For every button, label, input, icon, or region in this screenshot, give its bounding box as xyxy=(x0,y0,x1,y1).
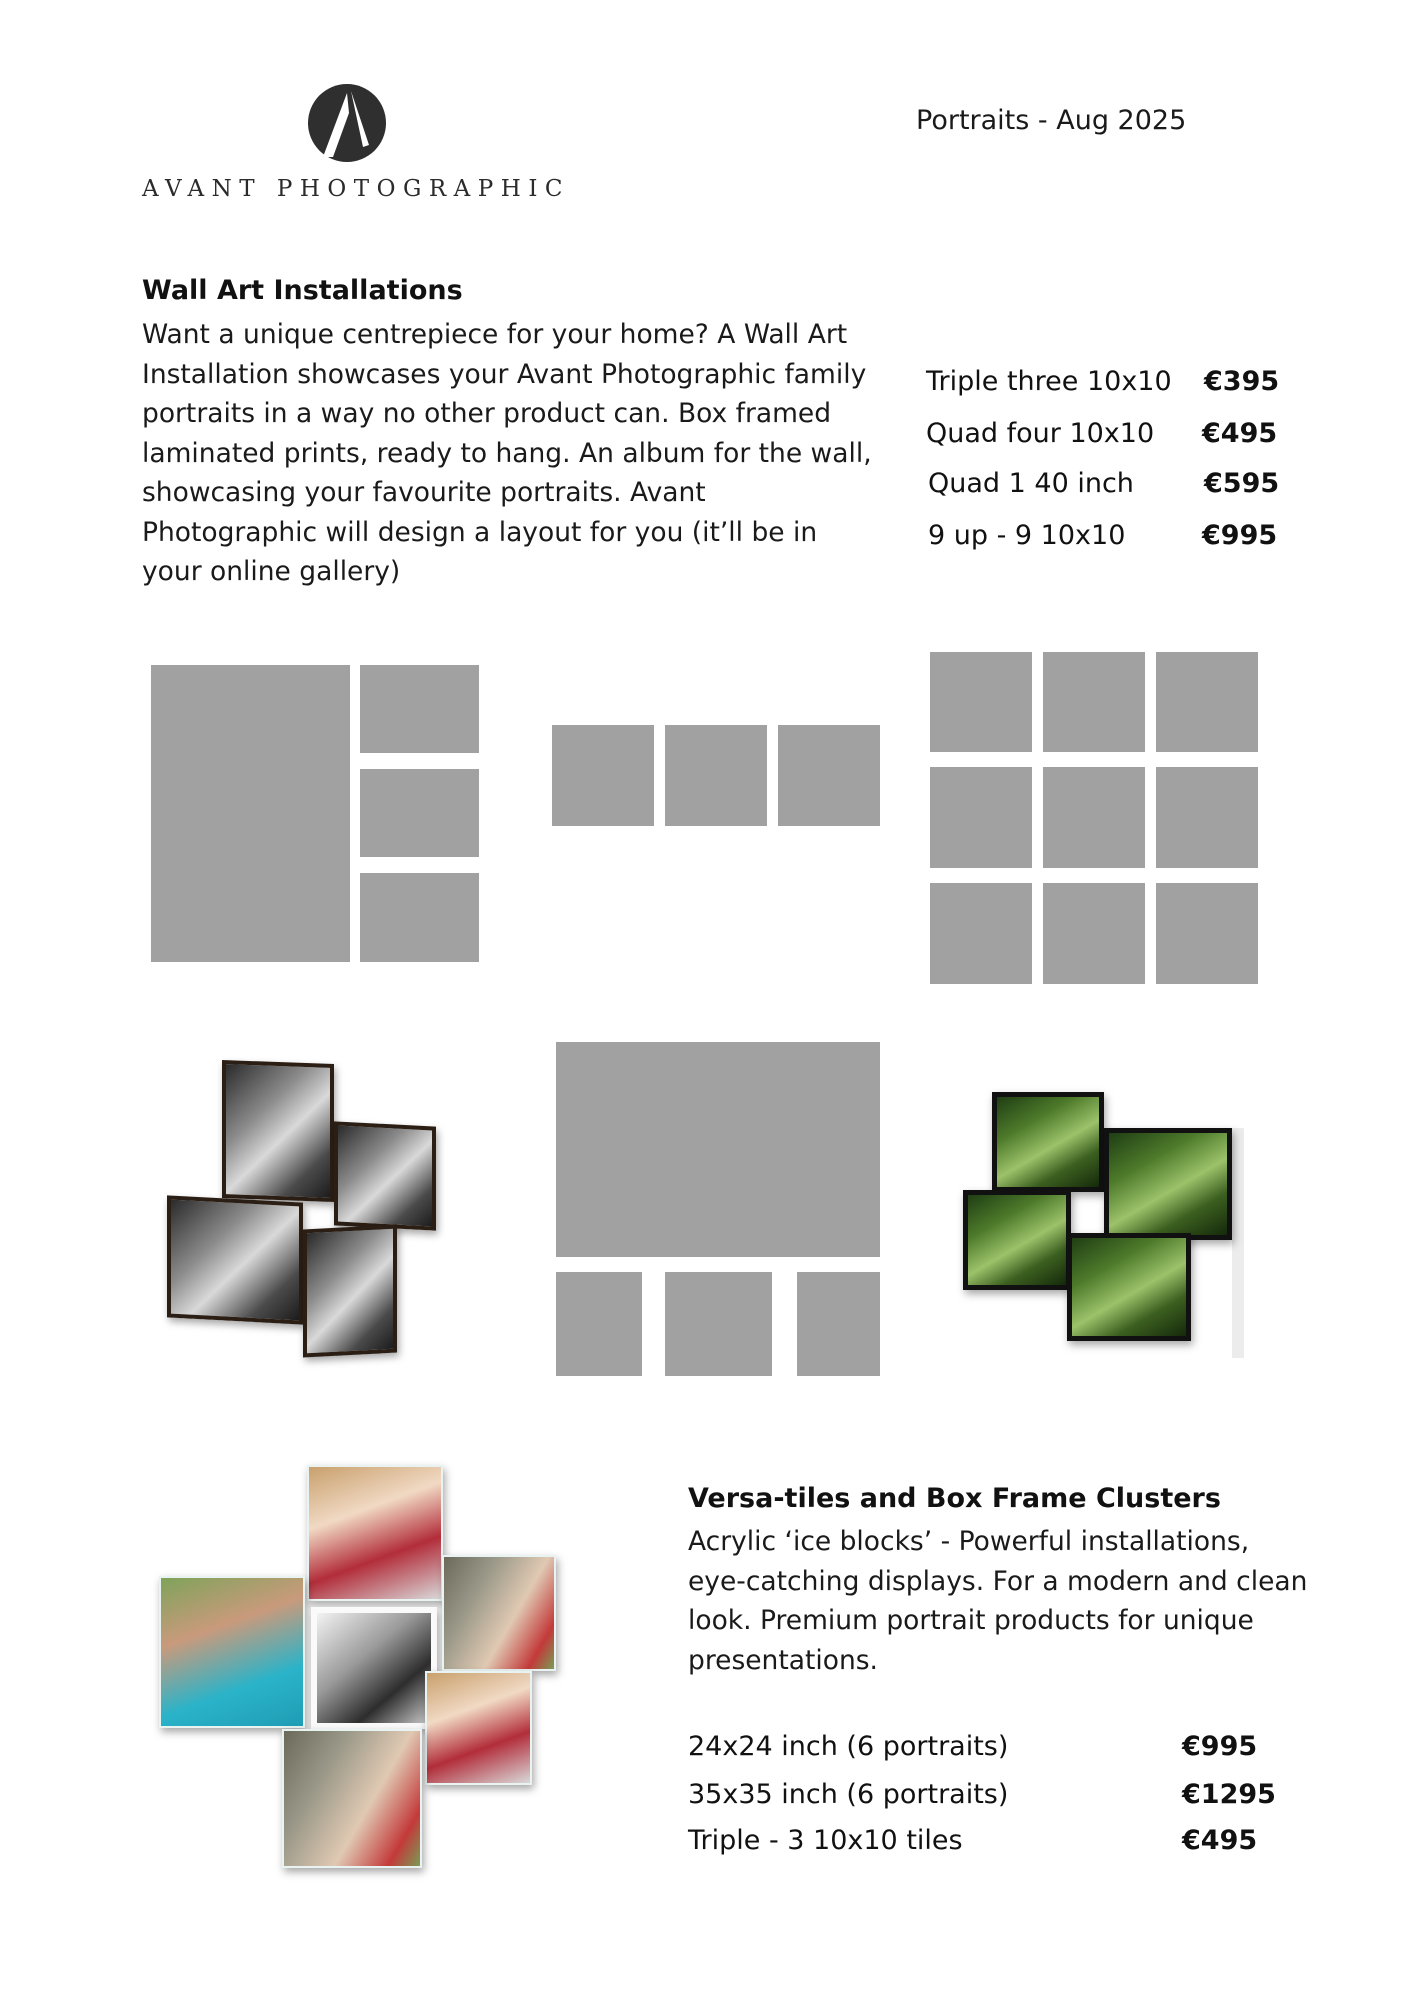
acrylic-portrait-photo xyxy=(159,1576,305,1728)
product-name: Triple - 3 10x10 tiles xyxy=(688,1825,963,1856)
bw-portrait-photo xyxy=(303,1225,397,1358)
layout-tile xyxy=(1043,652,1145,752)
layout-tile xyxy=(360,665,479,753)
layout-tile xyxy=(930,883,1032,984)
product-price: €1295 xyxy=(1182,1779,1276,1810)
layout-tile xyxy=(1043,767,1145,868)
layout-tile xyxy=(552,725,654,826)
layout-tile xyxy=(797,1272,880,1376)
acrylic-portrait-photo xyxy=(307,1465,443,1601)
document-date: Portraits - Aug 2025 xyxy=(916,105,1187,136)
product-name: 24x24 inch (6 portraits) xyxy=(688,1731,1009,1762)
product-price: €995 xyxy=(1202,520,1278,551)
layout-tile xyxy=(665,725,767,826)
bw-portrait-photo xyxy=(334,1121,436,1230)
layout-tile xyxy=(1043,883,1145,984)
bw-portrait-photo xyxy=(222,1060,334,1202)
acrylic-portrait-photo xyxy=(282,1729,422,1868)
versa-tiles-description: Acrylic ‘ice blocks’ - Powerful installations, eye-catching displays. For a modern and clean look. Premium portrait products for unique presentations. xyxy=(688,1526,1308,1676)
colour-portrait-photo xyxy=(1067,1233,1191,1341)
versa-tiles-title: Versa-tiles and Box Frame Clusters xyxy=(688,1483,1221,1514)
layout-tile xyxy=(1156,883,1258,984)
product-price: €595 xyxy=(1204,468,1280,499)
colour-portrait-photo xyxy=(963,1190,1071,1290)
layout-tile xyxy=(360,873,479,962)
layout-tile xyxy=(930,767,1032,868)
layout-tile xyxy=(1156,767,1258,868)
wall-art-description: Want a unique centrepiece for your home? A Wall Art Installation showcases your Avant Photographic family portraits in a way no other product can. Box framed laminated prints, ready to hang. An album for the wall, showcasing your favourite portraits. Avant Photographic will design a layout for you (it’ll be in your online gallery) xyxy=(142,319,872,587)
colour-portrait-photo xyxy=(1104,1128,1232,1240)
wall-shadow xyxy=(1232,1128,1244,1358)
wall-art-title: Wall Art Installations xyxy=(142,275,463,306)
layout-tile xyxy=(665,1272,772,1376)
product-price: €495 xyxy=(1182,1825,1258,1856)
layout-tile xyxy=(360,769,479,857)
product-price: €995 xyxy=(1182,1731,1258,1762)
layout-tile xyxy=(151,665,350,962)
layout-tile xyxy=(556,1272,642,1376)
product-name: Triple three 10x10 xyxy=(926,366,1172,397)
product-price: €395 xyxy=(1204,366,1280,397)
acrylic-portrait-photo xyxy=(311,1607,437,1729)
bw-portrait-photo xyxy=(167,1195,303,1324)
product-price: €495 xyxy=(1202,418,1278,449)
layout-tile xyxy=(556,1042,880,1257)
colour-portrait-photo xyxy=(992,1092,1104,1192)
acrylic-portrait-photo xyxy=(425,1671,532,1785)
avant-a-logo-icon xyxy=(307,83,387,163)
layout-tile xyxy=(1156,652,1258,752)
product-name: Quad four 10x10 xyxy=(926,418,1155,449)
layout-tile xyxy=(930,652,1032,752)
acrylic-portrait-photo xyxy=(442,1555,556,1671)
product-name: 35x35 inch (6 portraits) xyxy=(688,1779,1009,1810)
product-name: 9 up - 9 10x10 xyxy=(928,520,1126,551)
product-name: Quad 1 40 inch xyxy=(928,468,1134,499)
brand-name: AVANT PHOTOGRAPHIC xyxy=(142,176,571,202)
layout-tile xyxy=(778,725,880,826)
